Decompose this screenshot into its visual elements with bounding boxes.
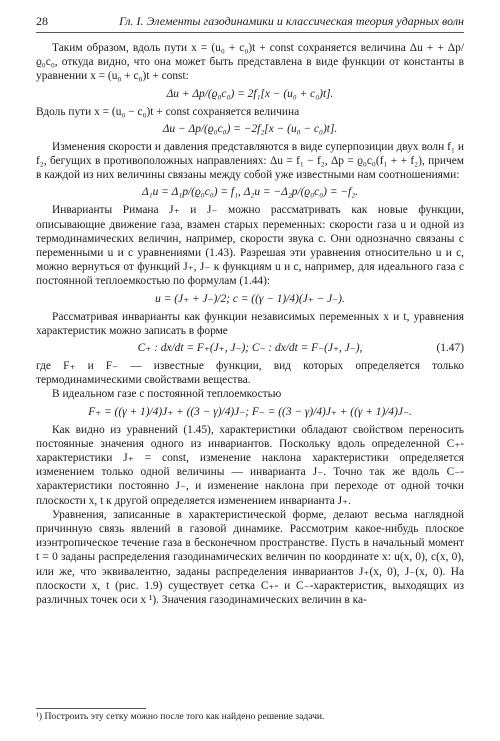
paragraph-4: Инварианты Римана J₊ и J₋ можно рассматривать как новые функции, описывающие движение газа, взамен старых переменных: скорости газа u и одной из термодинамических величин, например, скорости звука c. Они однозначно связаны с переменными u и c уравнениями (1.43). Разрешая эти уравнения относительно u и c, можно вернуться от функций J₊, J₋ к функциям u и c, например, для идеального газа с постоянной теплоемкостью по формулам (1.44): <box>36 204 464 288</box>
equation-number: (1.47) <box>436 342 464 355</box>
equation-2: Δu − Δp/(ϱ₀c₀) = −2f₂[x − (u₀ − c₀)t]. <box>162 122 338 135</box>
equation-6: F₊ = ((γ + 1)/4)J₊ + ((3 − γ)/4)J₋; F₋ = ((3 − γ)/4)J₊ + ((γ + 1)/4)J₋. <box>88 405 412 418</box>
paragraph-5: Рассматривая инварианты как функции независимых переменных x и t, уравнения характеристик можно записать в форме <box>36 310 464 337</box>
equation-5-body: C₊ : dx/dt = F₊(J₊, J₋); C₋ : dx/dt = F₋(J₊, J₋), <box>137 342 363 355</box>
paragraph-9: Уравнения, записанные в характеристической форме, делают весьма наглядной причинную связь явлений в газовой динамике. Рассмотрим какое-нибудь плоское изэнтропическое течение газа в бесконечном пространстве. Пусть в начальный момент t = 0 заданы распределения газодинамических величин по координате x: u(x, 0), c(x, 0), или же, что эквивалентно, заданы распределения инвариантов J₊(x, 0), J₋(x, 0). На плоскости x, t (рис. 1.9) существует сетка C₊- и C₋-характеристик, выходящих из различных точек оси x ¹). Значения газодинамических величин в ка- <box>36 508 464 607</box>
running-title: Гл. I. Элементы газодинамики и классическая теория ударных волн <box>119 14 464 28</box>
page-number: 28 <box>36 14 48 28</box>
footnote-rule <box>36 708 146 709</box>
equation-5 <box>36 341 464 355</box>
equation-3: Δ₁u = Δ₁p/(ϱ₀c₀) = f₁, Δ₂u = −Δ₂p/(ϱ₀c₀) = −f₂. <box>141 186 359 199</box>
footnote: ¹) Построить эту сетку можно после того как найдено решение задачи. <box>36 711 325 722</box>
paragraph-2: Вдоль пути x = (u₀ − c₀)t + const сохраняется величина <box>36 105 300 118</box>
paragraph-6: где F₊ и F₋ — известные функции, вид которых определяется только термодинамическими свойствами вещества. <box>36 360 464 387</box>
paragraph-7: В идеальном газе с постоянной теплоемкостью <box>52 388 282 401</box>
paragraph-1: Таким образом, вдоль пути x = (u₀ + c₀)t + const сохраняется величина Δu + + Δp/ϱ₀c₀, откуда видно, что она может быть представлена в виде функции от константы в уравнении x = (u₀ + c₀)t + const: <box>36 42 464 83</box>
equation-1: Δu + Δp/(ϱ₀c₀) = 2f₁[x − (u₀ + c₀)t]. <box>166 87 334 100</box>
paragraph-8: Как видно из уравнений (1.45), характеристики обладают свойством переносить постоянные значения одного из инвариантов. Поскольку вдоль определенной C₊-характеристики J₊ = const, изменение наклона характеристики определяется изменением только одной величины — инварианта J₋. Точно так же вдоль C₋-характеристики постоянно J₋, и изменение наклона при переходе от одной точки плоскости x, t к другой определяется изменением инварианта J₊. <box>36 423 464 507</box>
paragraph-3: Изменения скорости и давления представляются в виде суперпозиции двух волн f₁ и f₂, бегущих в противоположных направлениях: Δu = f₁ − f₂, Δp = ϱ₀c₀(f₁ + + f₂), причем в каждой из них величины связаны между собой уже известными нам соотношениями: <box>36 140 464 182</box>
running-header <box>36 14 464 33</box>
equation-4: u = (J₊ + J₋)/2; c = ((γ − 1)/4)(J₊ − J₋). <box>155 292 345 305</box>
